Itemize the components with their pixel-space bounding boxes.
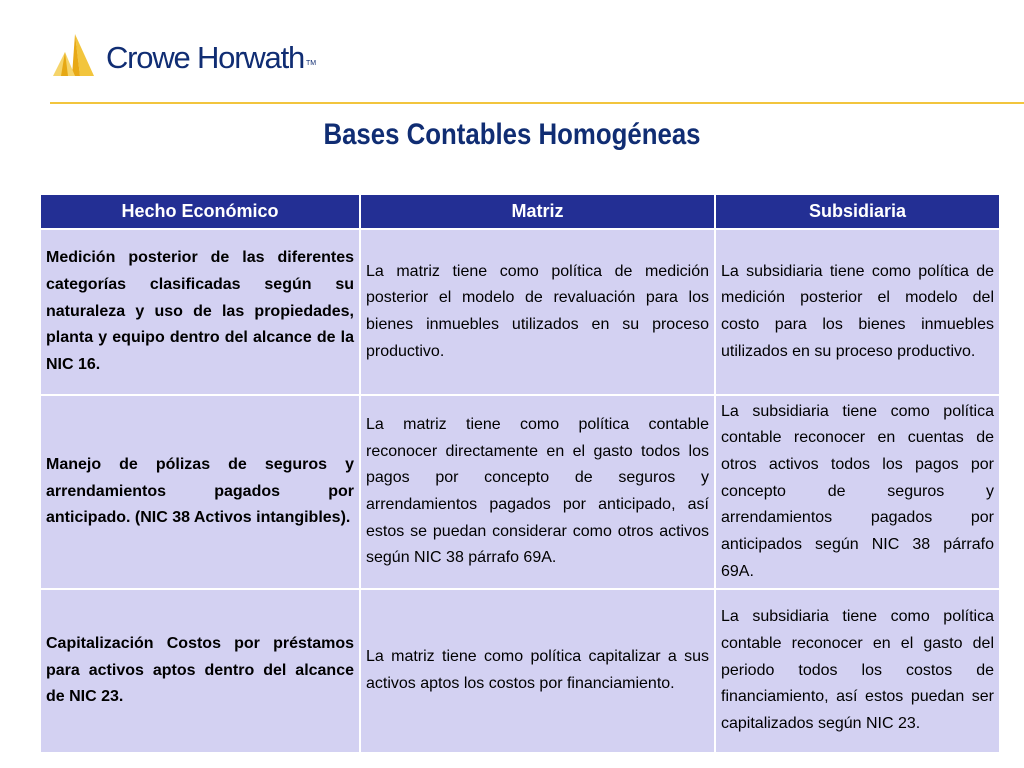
cell-matriz: La matriz tiene como política capitalizar a sus activos aptos los costos por financiamiento. <box>360 589 715 753</box>
slide-title: Bases Contables Homogéneas <box>323 118 701 151</box>
cell-matriz: La matriz tiene como política de medición posterior el modelo de revaluación para los bienes inmuebles utilizados en su proceso productivo. <box>360 229 715 395</box>
comparison-table <box>39 193 1001 754</box>
table-row <box>40 589 1000 753</box>
cell-matriz: La matriz tiene como política contable reconocer directamente en el gasto todos los pagos por concepto de seguros y arrendamientos pagados por anticipado, así estos se puedan considerar como otros activos según NIC 38 párrafo 69A. <box>360 395 715 589</box>
brand-name: Crowe Horwath <box>106 39 305 75</box>
trademark-mark: TM <box>306 59 317 67</box>
header-hecho-economico: Hecho Económico <box>40 194 360 229</box>
comparison-table-container <box>39 193 999 754</box>
table-header-row <box>40 194 1000 229</box>
cell-subsidiaria: La subsidiaria tiene como política contable reconocer en cuentas de otros activos todos los pagos por concepto de seguros y arrendamientos pagados por anticipados según NIC 38 párrafo 69A. <box>715 395 1000 589</box>
header-divider <box>50 102 1024 104</box>
cell-hecho: Medición posterior de las diferentes categorías clasificadas según su naturaleza y uso de las propiedades, planta y equipo dentro del alcance de la NIC 16. <box>40 229 360 395</box>
cell-hecho: Manejo de pólizas de seguros y arrendamientos pagados por anticipado. (NIC 38 Activos intangibles). <box>40 395 360 589</box>
header-matriz: Matriz <box>360 194 715 229</box>
cell-subsidiaria: La subsidiaria tiene como política de medición posterior el modelo del costo para los bienes inmuebles utilizados en su proceso productivo. <box>715 229 1000 395</box>
crowe-horwath-logo-icon <box>50 32 100 80</box>
crowe-horwath-logo <box>50 30 316 82</box>
table-row <box>40 395 1000 589</box>
table-row <box>40 229 1000 395</box>
cell-subsidiaria: La subsidiaria tiene como política contable reconocer en el gasto del periodo todos los costos de financiamiento, así estos puedan ser capitalizados según NIC 23. <box>715 589 1000 753</box>
header-subsidiaria: Subsidiaria <box>715 194 1000 229</box>
cell-hecho: Capitalización Costos por préstamos para activos aptos dentro del alcance de NIC 23. <box>40 589 360 753</box>
